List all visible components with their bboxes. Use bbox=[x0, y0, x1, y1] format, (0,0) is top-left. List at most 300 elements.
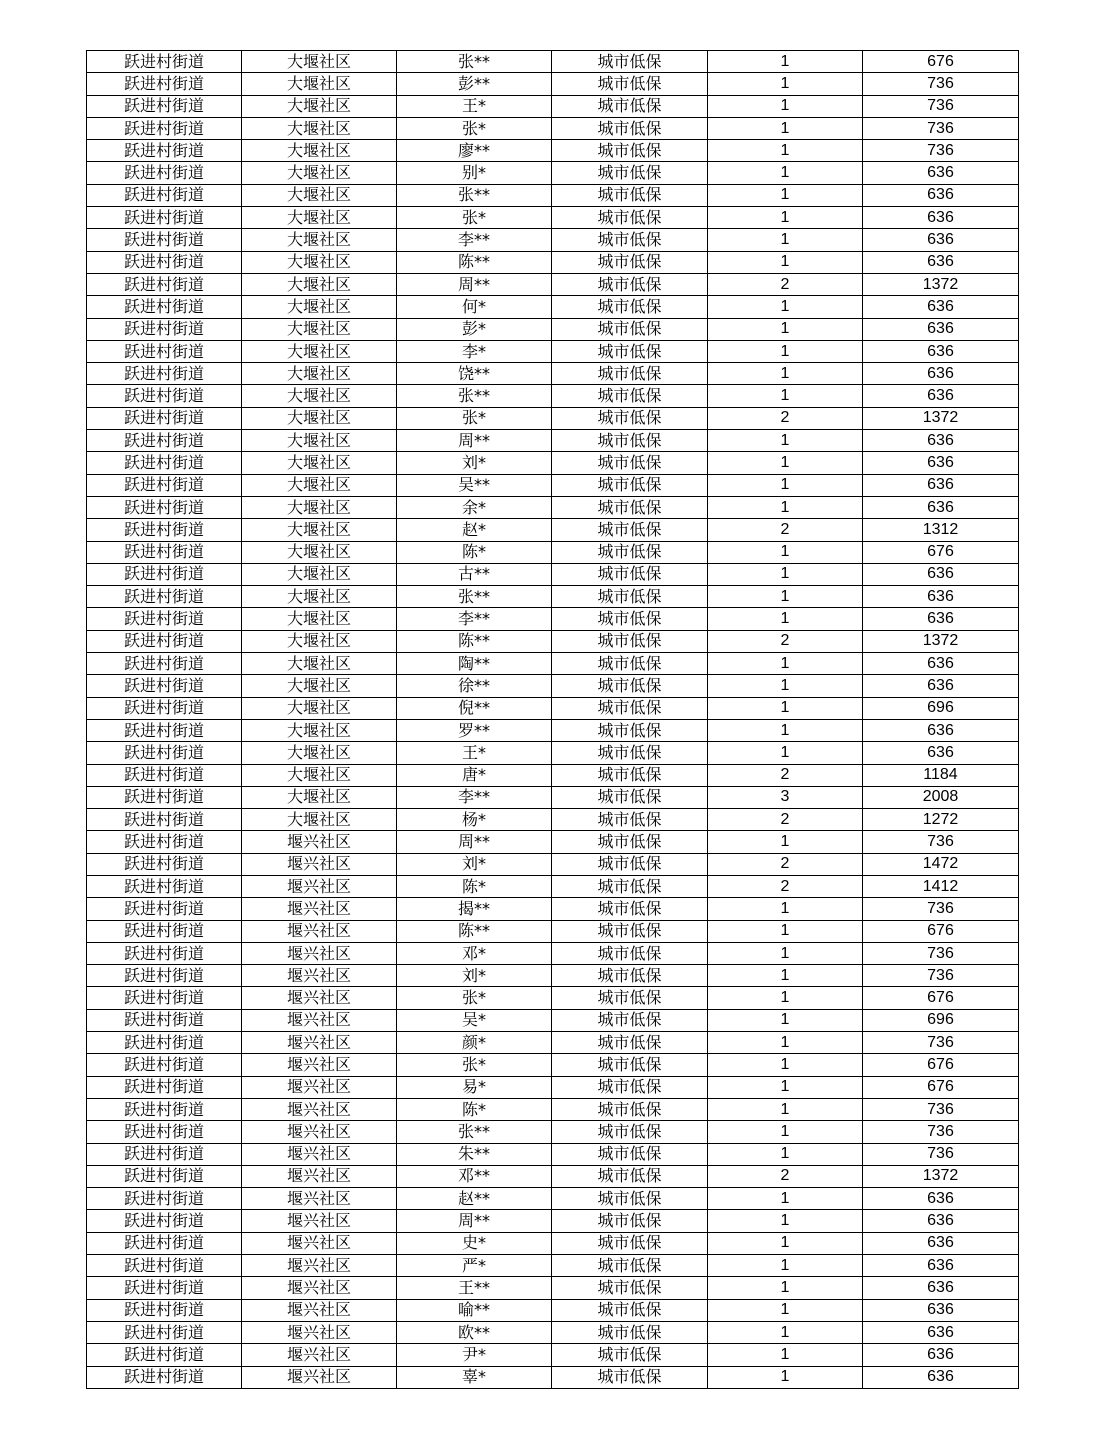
amount-cell: 676 bbox=[863, 987, 1019, 1009]
household-size-cell: 1 bbox=[708, 1032, 863, 1054]
assistance-type-cell: 城市低保 bbox=[552, 1143, 708, 1165]
subdistrict-cell: 跃进村街道 bbox=[87, 742, 242, 764]
assistance-type-cell: 城市低保 bbox=[552, 1321, 708, 1343]
table-row bbox=[87, 251, 1019, 273]
amount-cell: 676 bbox=[863, 920, 1019, 942]
assistance-type-cell: 城市低保 bbox=[552, 653, 708, 675]
subdistrict-cell: 跃进村街道 bbox=[87, 541, 242, 563]
amount-cell: 696 bbox=[863, 1009, 1019, 1031]
name-cell: 徐** bbox=[397, 675, 552, 697]
amount-cell: 636 bbox=[863, 1321, 1019, 1343]
name-cell: 唐* bbox=[397, 764, 552, 786]
household-size-cell: 1 bbox=[708, 898, 863, 920]
household-size-cell: 1 bbox=[708, 1054, 863, 1076]
table-row bbox=[87, 1277, 1019, 1299]
subdistrict-cell: 跃进村街道 bbox=[87, 117, 242, 139]
amount-cell: 736 bbox=[863, 1121, 1019, 1143]
subdistrict-cell: 跃进村街道 bbox=[87, 898, 242, 920]
table-row bbox=[87, 541, 1019, 563]
table-row bbox=[87, 1210, 1019, 1232]
table-row bbox=[87, 764, 1019, 786]
subdistrict-cell: 跃进村街道 bbox=[87, 1121, 242, 1143]
amount-cell: 636 bbox=[863, 742, 1019, 764]
amount-cell: 636 bbox=[863, 385, 1019, 407]
amount-cell: 636 bbox=[863, 207, 1019, 229]
name-cell: 张* bbox=[397, 117, 552, 139]
community-cell: 堰兴社区 bbox=[242, 898, 397, 920]
household-size-cell: 1 bbox=[708, 608, 863, 630]
household-size-cell: 1 bbox=[708, 1188, 863, 1210]
community-cell: 堰兴社区 bbox=[242, 1054, 397, 1076]
assistance-type-cell: 城市低保 bbox=[552, 1076, 708, 1098]
subdistrict-cell: 跃进村街道 bbox=[87, 608, 242, 630]
table-row bbox=[87, 831, 1019, 853]
subdistrict-cell: 跃进村街道 bbox=[87, 51, 242, 73]
amount-cell: 636 bbox=[863, 586, 1019, 608]
amount-cell: 736 bbox=[863, 95, 1019, 117]
amount-cell: 636 bbox=[863, 1277, 1019, 1299]
community-cell: 堰兴社区 bbox=[242, 1366, 397, 1388]
household-size-cell: 1 bbox=[708, 1009, 863, 1031]
subdistrict-cell: 跃进村街道 bbox=[87, 1321, 242, 1343]
amount-cell: 636 bbox=[863, 1188, 1019, 1210]
household-size-cell: 1 bbox=[708, 831, 863, 853]
table-row bbox=[87, 653, 1019, 675]
household-size-cell: 1 bbox=[708, 1344, 863, 1366]
subdistrict-cell: 跃进村街道 bbox=[87, 407, 242, 429]
subdistrict-cell: 跃进村街道 bbox=[87, 207, 242, 229]
name-cell: 陈** bbox=[397, 630, 552, 652]
community-cell: 大堰社区 bbox=[242, 51, 397, 73]
subdistrict-cell: 跃进村街道 bbox=[87, 1366, 242, 1388]
community-cell: 大堰社区 bbox=[242, 541, 397, 563]
amount-cell: 636 bbox=[863, 251, 1019, 273]
table-row bbox=[87, 1165, 1019, 1187]
household-size-cell: 2 bbox=[708, 875, 863, 897]
table-row bbox=[87, 1321, 1019, 1343]
assistance-type-cell: 城市低保 bbox=[552, 73, 708, 95]
amount-cell: 676 bbox=[863, 51, 1019, 73]
amount-cell: 736 bbox=[863, 965, 1019, 987]
assistance-type-cell: 城市低保 bbox=[552, 117, 708, 139]
subsistence-allowance-table bbox=[86, 50, 1019, 1389]
subdistrict-cell: 跃进村街道 bbox=[87, 1098, 242, 1120]
household-size-cell: 1 bbox=[708, 474, 863, 496]
subdistrict-cell: 跃进村街道 bbox=[87, 385, 242, 407]
subdistrict-cell: 跃进村街道 bbox=[87, 1032, 242, 1054]
table-row bbox=[87, 1299, 1019, 1321]
community-cell: 大堰社区 bbox=[242, 229, 397, 251]
name-cell: 张** bbox=[397, 586, 552, 608]
subdistrict-cell: 跃进村街道 bbox=[87, 1232, 242, 1254]
community-cell: 大堰社区 bbox=[242, 742, 397, 764]
name-cell: 罗** bbox=[397, 719, 552, 741]
household-size-cell: 1 bbox=[708, 207, 863, 229]
community-cell: 堰兴社区 bbox=[242, 1165, 397, 1187]
assistance-type-cell: 城市低保 bbox=[552, 407, 708, 429]
assistance-type-cell: 城市低保 bbox=[552, 719, 708, 741]
household-size-cell: 1 bbox=[708, 385, 863, 407]
subdistrict-cell: 跃进村街道 bbox=[87, 140, 242, 162]
amount-cell: 636 bbox=[863, 1366, 1019, 1388]
community-cell: 大堰社区 bbox=[242, 697, 397, 719]
household-size-cell: 1 bbox=[708, 452, 863, 474]
amount-cell: 636 bbox=[863, 162, 1019, 184]
community-cell: 堰兴社区 bbox=[242, 853, 397, 875]
subdistrict-cell: 跃进村街道 bbox=[87, 519, 242, 541]
household-size-cell: 1 bbox=[708, 184, 863, 206]
name-cell: 王* bbox=[397, 742, 552, 764]
name-cell: 刘* bbox=[397, 965, 552, 987]
assistance-type-cell: 城市低保 bbox=[552, 385, 708, 407]
assistance-type-cell: 城市低保 bbox=[552, 563, 708, 585]
name-cell: 张* bbox=[397, 207, 552, 229]
subdistrict-cell: 跃进村街道 bbox=[87, 95, 242, 117]
community-cell: 大堰社区 bbox=[242, 586, 397, 608]
name-cell: 张** bbox=[397, 1121, 552, 1143]
assistance-type-cell: 城市低保 bbox=[552, 809, 708, 831]
amount-cell: 636 bbox=[863, 496, 1019, 518]
household-size-cell: 1 bbox=[708, 586, 863, 608]
table-row bbox=[87, 1076, 1019, 1098]
subdistrict-cell: 跃进村街道 bbox=[87, 452, 242, 474]
community-cell: 堰兴社区 bbox=[242, 920, 397, 942]
amount-cell: 636 bbox=[863, 1299, 1019, 1321]
assistance-type-cell: 城市低保 bbox=[552, 1054, 708, 1076]
name-cell: 易* bbox=[397, 1076, 552, 1098]
community-cell: 堰兴社区 bbox=[242, 1299, 397, 1321]
amount-cell: 1372 bbox=[863, 1165, 1019, 1187]
subdistrict-cell: 跃进村街道 bbox=[87, 474, 242, 496]
household-size-cell: 1 bbox=[708, 296, 863, 318]
community-cell: 堰兴社区 bbox=[242, 1076, 397, 1098]
name-cell: 张** bbox=[397, 385, 552, 407]
name-cell: 张* bbox=[397, 987, 552, 1009]
assistance-type-cell: 城市低保 bbox=[552, 1121, 708, 1143]
assistance-type-cell: 城市低保 bbox=[552, 251, 708, 273]
name-cell: 陈** bbox=[397, 251, 552, 273]
community-cell: 堰兴社区 bbox=[242, 1210, 397, 1232]
assistance-type-cell: 城市低保 bbox=[552, 140, 708, 162]
household-size-cell: 1 bbox=[708, 1277, 863, 1299]
household-size-cell: 1 bbox=[708, 675, 863, 697]
assistance-type-cell: 城市低保 bbox=[552, 1032, 708, 1054]
table-row bbox=[87, 51, 1019, 73]
assistance-type-cell: 城市低保 bbox=[552, 675, 708, 697]
amount-cell: 736 bbox=[863, 73, 1019, 95]
name-cell: 彭* bbox=[397, 318, 552, 340]
table-row bbox=[87, 920, 1019, 942]
table-row bbox=[87, 229, 1019, 251]
amount-cell: 1472 bbox=[863, 853, 1019, 875]
table-row bbox=[87, 385, 1019, 407]
name-cell: 史* bbox=[397, 1232, 552, 1254]
table-row bbox=[87, 608, 1019, 630]
community-cell: 大堰社区 bbox=[242, 273, 397, 295]
assistance-type-cell: 城市低保 bbox=[552, 831, 708, 853]
name-cell: 古** bbox=[397, 563, 552, 585]
household-size-cell: 1 bbox=[708, 318, 863, 340]
community-cell: 大堰社区 bbox=[242, 340, 397, 362]
community-cell: 大堰社区 bbox=[242, 363, 397, 385]
household-size-cell: 1 bbox=[708, 987, 863, 1009]
table-row bbox=[87, 452, 1019, 474]
subdistrict-cell: 跃进村街道 bbox=[87, 430, 242, 452]
subdistrict-cell: 跃进村街道 bbox=[87, 1344, 242, 1366]
subdistrict-cell: 跃进村街道 bbox=[87, 1210, 242, 1232]
subdistrict-cell: 跃进村街道 bbox=[87, 920, 242, 942]
name-cell: 周** bbox=[397, 831, 552, 853]
household-size-cell: 1 bbox=[708, 719, 863, 741]
assistance-type-cell: 城市低保 bbox=[552, 1366, 708, 1388]
community-cell: 大堰社区 bbox=[242, 719, 397, 741]
community-cell: 大堰社区 bbox=[242, 474, 397, 496]
household-size-cell: 1 bbox=[708, 697, 863, 719]
amount-cell: 1184 bbox=[863, 764, 1019, 786]
community-cell: 大堰社区 bbox=[242, 95, 397, 117]
name-cell: 严* bbox=[397, 1255, 552, 1277]
household-size-cell: 2 bbox=[708, 630, 863, 652]
community-cell: 大堰社区 bbox=[242, 296, 397, 318]
amount-cell: 1412 bbox=[863, 875, 1019, 897]
subdistrict-cell: 跃进村街道 bbox=[87, 630, 242, 652]
amount-cell: 636 bbox=[863, 184, 1019, 206]
table-row bbox=[87, 363, 1019, 385]
community-cell: 大堰社区 bbox=[242, 318, 397, 340]
assistance-type-cell: 城市低保 bbox=[552, 1009, 708, 1031]
community-cell: 大堰社区 bbox=[242, 563, 397, 585]
table-row bbox=[87, 697, 1019, 719]
household-size-cell: 1 bbox=[708, 1076, 863, 1098]
community-cell: 堰兴社区 bbox=[242, 1143, 397, 1165]
household-size-cell: 1 bbox=[708, 340, 863, 362]
household-size-cell: 1 bbox=[708, 1232, 863, 1254]
assistance-type-cell: 城市低保 bbox=[552, 1210, 708, 1232]
household-size-cell: 1 bbox=[708, 496, 863, 518]
table-row bbox=[87, 430, 1019, 452]
assistance-type-cell: 城市低保 bbox=[552, 586, 708, 608]
household-size-cell: 1 bbox=[708, 430, 863, 452]
table-row bbox=[87, 73, 1019, 95]
amount-cell: 636 bbox=[863, 1232, 1019, 1254]
community-cell: 大堰社区 bbox=[242, 653, 397, 675]
assistance-type-cell: 城市低保 bbox=[552, 541, 708, 563]
assistance-type-cell: 城市低保 bbox=[552, 786, 708, 808]
household-size-cell: 1 bbox=[708, 1210, 863, 1232]
table-row bbox=[87, 474, 1019, 496]
community-cell: 堰兴社区 bbox=[242, 1232, 397, 1254]
amount-cell: 636 bbox=[863, 1344, 1019, 1366]
assistance-type-cell: 城市低保 bbox=[552, 987, 708, 1009]
community-cell: 堰兴社区 bbox=[242, 1009, 397, 1031]
subdistrict-cell: 跃进村街道 bbox=[87, 653, 242, 675]
name-cell: 李* bbox=[397, 340, 552, 362]
community-cell: 堰兴社区 bbox=[242, 1344, 397, 1366]
amount-cell: 636 bbox=[863, 318, 1019, 340]
subdistrict-cell: 跃进村街道 bbox=[87, 1165, 242, 1187]
assistance-type-cell: 城市低保 bbox=[552, 920, 708, 942]
name-cell: 吴** bbox=[397, 474, 552, 496]
household-size-cell: 1 bbox=[708, 920, 863, 942]
subdistrict-cell: 跃进村街道 bbox=[87, 1143, 242, 1165]
name-cell: 吴* bbox=[397, 1009, 552, 1031]
household-size-cell: 2 bbox=[708, 853, 863, 875]
table-row bbox=[87, 117, 1019, 139]
table-row bbox=[87, 875, 1019, 897]
amount-cell: 736 bbox=[863, 898, 1019, 920]
amount-cell: 636 bbox=[863, 340, 1019, 362]
assistance-type-cell: 城市低保 bbox=[552, 630, 708, 652]
subdistrict-cell: 跃进村街道 bbox=[87, 719, 242, 741]
table-row bbox=[87, 519, 1019, 541]
name-cell: 周** bbox=[397, 430, 552, 452]
amount-cell: 636 bbox=[863, 608, 1019, 630]
name-cell: 陈* bbox=[397, 1098, 552, 1120]
household-size-cell: 1 bbox=[708, 541, 863, 563]
subdistrict-cell: 跃进村街道 bbox=[87, 340, 242, 362]
table-row bbox=[87, 630, 1019, 652]
name-cell: 饶** bbox=[397, 363, 552, 385]
amount-cell: 636 bbox=[863, 1210, 1019, 1232]
household-size-cell: 1 bbox=[708, 965, 863, 987]
subdistrict-cell: 跃进村街道 bbox=[87, 942, 242, 964]
name-cell: 何* bbox=[397, 296, 552, 318]
community-cell: 堰兴社区 bbox=[242, 1188, 397, 1210]
household-size-cell: 2 bbox=[708, 519, 863, 541]
subdistrict-cell: 跃进村街道 bbox=[87, 1188, 242, 1210]
name-cell: 陈* bbox=[397, 875, 552, 897]
household-size-cell: 1 bbox=[708, 942, 863, 964]
amount-cell: 676 bbox=[863, 541, 1019, 563]
assistance-type-cell: 城市低保 bbox=[552, 184, 708, 206]
amount-cell: 676 bbox=[863, 1076, 1019, 1098]
table-row bbox=[87, 496, 1019, 518]
table-row bbox=[87, 965, 1019, 987]
community-cell: 大堰社区 bbox=[242, 786, 397, 808]
household-size-cell: 3 bbox=[708, 786, 863, 808]
table-body bbox=[87, 51, 1019, 1389]
household-size-cell: 1 bbox=[708, 140, 863, 162]
community-cell: 大堰社区 bbox=[242, 764, 397, 786]
name-cell: 倪** bbox=[397, 697, 552, 719]
assistance-type-cell: 城市低保 bbox=[552, 1344, 708, 1366]
name-cell: 李** bbox=[397, 229, 552, 251]
name-cell: 周** bbox=[397, 273, 552, 295]
assistance-type-cell: 城市低保 bbox=[552, 742, 708, 764]
subdistrict-cell: 跃进村街道 bbox=[87, 987, 242, 1009]
assistance-type-cell: 城市低保 bbox=[552, 1277, 708, 1299]
name-cell: 余* bbox=[397, 496, 552, 518]
name-cell: 陈** bbox=[397, 920, 552, 942]
name-cell: 朱** bbox=[397, 1143, 552, 1165]
amount-cell: 736 bbox=[863, 1143, 1019, 1165]
subdistrict-cell: 跃进村街道 bbox=[87, 1009, 242, 1031]
assistance-type-cell: 城市低保 bbox=[552, 697, 708, 719]
name-cell: 揭** bbox=[397, 898, 552, 920]
assistance-type-cell: 城市低保 bbox=[552, 95, 708, 117]
amount-cell: 736 bbox=[863, 831, 1019, 853]
assistance-type-cell: 城市低保 bbox=[552, 474, 708, 496]
name-cell: 张* bbox=[397, 407, 552, 429]
assistance-type-cell: 城市低保 bbox=[552, 496, 708, 518]
table-row bbox=[87, 809, 1019, 831]
community-cell: 堰兴社区 bbox=[242, 1321, 397, 1343]
subdistrict-cell: 跃进村街道 bbox=[87, 853, 242, 875]
amount-cell: 636 bbox=[863, 1255, 1019, 1277]
name-cell: 喻** bbox=[397, 1299, 552, 1321]
household-size-cell: 2 bbox=[708, 273, 863, 295]
subdistrict-cell: 跃进村街道 bbox=[87, 697, 242, 719]
subdistrict-cell: 跃进村街道 bbox=[87, 162, 242, 184]
household-size-cell: 1 bbox=[708, 1098, 863, 1120]
table-row bbox=[87, 742, 1019, 764]
table-row bbox=[87, 162, 1019, 184]
table-row bbox=[87, 898, 1019, 920]
assistance-type-cell: 城市低保 bbox=[552, 273, 708, 295]
amount-cell: 1372 bbox=[863, 630, 1019, 652]
household-size-cell: 1 bbox=[708, 162, 863, 184]
household-size-cell: 1 bbox=[708, 1366, 863, 1388]
community-cell: 堰兴社区 bbox=[242, 1121, 397, 1143]
name-cell: 张* bbox=[397, 1054, 552, 1076]
table-row bbox=[87, 1143, 1019, 1165]
amount-cell: 736 bbox=[863, 942, 1019, 964]
household-size-cell: 1 bbox=[708, 653, 863, 675]
amount-cell: 636 bbox=[863, 719, 1019, 741]
amount-cell: 636 bbox=[863, 296, 1019, 318]
amount-cell: 676 bbox=[863, 1054, 1019, 1076]
assistance-type-cell: 城市低保 bbox=[552, 853, 708, 875]
community-cell: 堰兴社区 bbox=[242, 965, 397, 987]
amount-cell: 636 bbox=[863, 229, 1019, 251]
table-row bbox=[87, 296, 1019, 318]
table-row bbox=[87, 1054, 1019, 1076]
amount-cell: 636 bbox=[863, 563, 1019, 585]
name-cell: 辜* bbox=[397, 1366, 552, 1388]
name-cell: 廖** bbox=[397, 140, 552, 162]
name-cell: 赵* bbox=[397, 519, 552, 541]
household-size-cell: 2 bbox=[708, 764, 863, 786]
name-cell: 别* bbox=[397, 162, 552, 184]
name-cell: 张** bbox=[397, 51, 552, 73]
amount-cell: 736 bbox=[863, 1098, 1019, 1120]
subdistrict-cell: 跃进村街道 bbox=[87, 563, 242, 585]
assistance-type-cell: 城市低保 bbox=[552, 608, 708, 630]
assistance-type-cell: 城市低保 bbox=[552, 1098, 708, 1120]
subdistrict-cell: 跃进村街道 bbox=[87, 875, 242, 897]
amount-cell: 1372 bbox=[863, 273, 1019, 295]
table-row bbox=[87, 140, 1019, 162]
subdistrict-cell: 跃进村街道 bbox=[87, 318, 242, 340]
name-cell: 颜* bbox=[397, 1032, 552, 1054]
name-cell: 刘* bbox=[397, 853, 552, 875]
amount-cell: 736 bbox=[863, 140, 1019, 162]
household-size-cell: 1 bbox=[708, 1121, 863, 1143]
table-row bbox=[87, 1255, 1019, 1277]
name-cell: 张** bbox=[397, 184, 552, 206]
subdistrict-cell: 跃进村街道 bbox=[87, 831, 242, 853]
amount-cell: 2008 bbox=[863, 786, 1019, 808]
community-cell: 大堰社区 bbox=[242, 385, 397, 407]
table-row bbox=[87, 719, 1019, 741]
table-row bbox=[87, 786, 1019, 808]
household-size-cell: 1 bbox=[708, 1321, 863, 1343]
name-cell: 彭** bbox=[397, 73, 552, 95]
name-cell: 尹* bbox=[397, 1344, 552, 1366]
community-cell: 大堰社区 bbox=[242, 251, 397, 273]
community-cell: 大堰社区 bbox=[242, 809, 397, 831]
household-size-cell: 2 bbox=[708, 407, 863, 429]
